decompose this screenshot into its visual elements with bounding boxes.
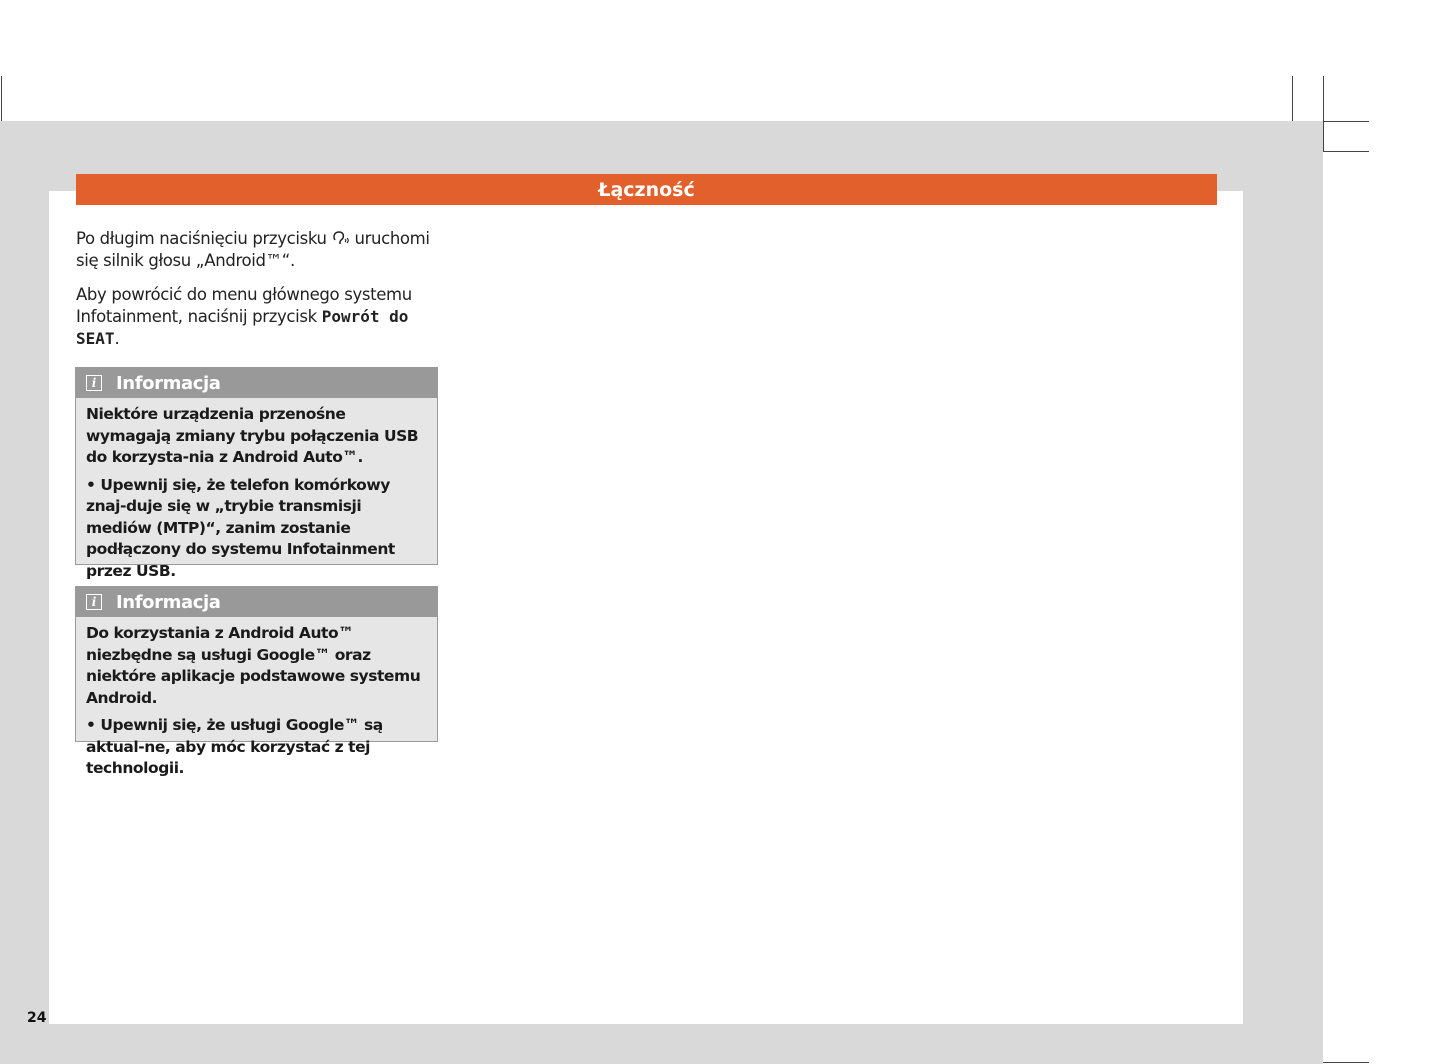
info-box-title: Informacja bbox=[116, 372, 221, 394]
crop-mark bbox=[1323, 121, 1369, 122]
page-number: 24 bbox=[27, 1010, 47, 1026]
voice-control-icon bbox=[332, 230, 350, 246]
info-bullet: • Upewnij się, że telefon komórkowy znaj-duje się w „trybie transmisji mediów (MTP)“, zanim zostanie podłączony do systemu Infotainment przez USB. bbox=[86, 475, 395, 580]
paragraph-text: Aby powrócić do menu głównego systemu Infotainment, naciśnij przycisk bbox=[76, 285, 412, 326]
info-text: Niektóre urządzenia przenośne wymagają zmiany trybu połączenia USB do korzysta-nia z Android Auto™. bbox=[86, 405, 419, 466]
info-text: Do korzystania z Android Auto™ niezbędne są usługi Google™ oraz niektóre aplikacje podstawowe systemu Android. bbox=[86, 624, 421, 707]
return-to-seat-label: Powrót do SEAT bbox=[76, 307, 409, 348]
paragraph-text: uruchomi się silnik głosu „Android™“. bbox=[76, 229, 430, 270]
info-icon: i bbox=[86, 594, 102, 610]
info-box-body bbox=[76, 398, 437, 592]
info-icon: i bbox=[86, 375, 102, 391]
info-box-body bbox=[76, 617, 437, 790]
info-bullet: • Upewnij się, że usługi Google™ są aktual-ne, aby móc korzystać z tej technologii. bbox=[86, 716, 383, 777]
paragraph-return bbox=[76, 284, 441, 350]
crop-mark bbox=[1323, 1062, 1369, 1063]
paragraph-text: Po długim naciśnięciu przycisku bbox=[76, 229, 332, 248]
crop-mark bbox=[1292, 76, 1293, 121]
info-box bbox=[75, 586, 438, 777]
info-box-header bbox=[76, 587, 437, 617]
info-box bbox=[75, 367, 438, 580]
section-title: Łączność bbox=[598, 178, 695, 201]
paragraph-voice bbox=[76, 228, 441, 272]
info-box-title: Informacja bbox=[116, 591, 221, 613]
crop-mark bbox=[1323, 76, 1324, 152]
crop-mark bbox=[1323, 151, 1369, 152]
section-header bbox=[76, 174, 1217, 205]
crop-mark bbox=[1, 76, 2, 121]
info-box-header bbox=[76, 368, 437, 398]
paragraph-text: . bbox=[114, 329, 120, 348]
